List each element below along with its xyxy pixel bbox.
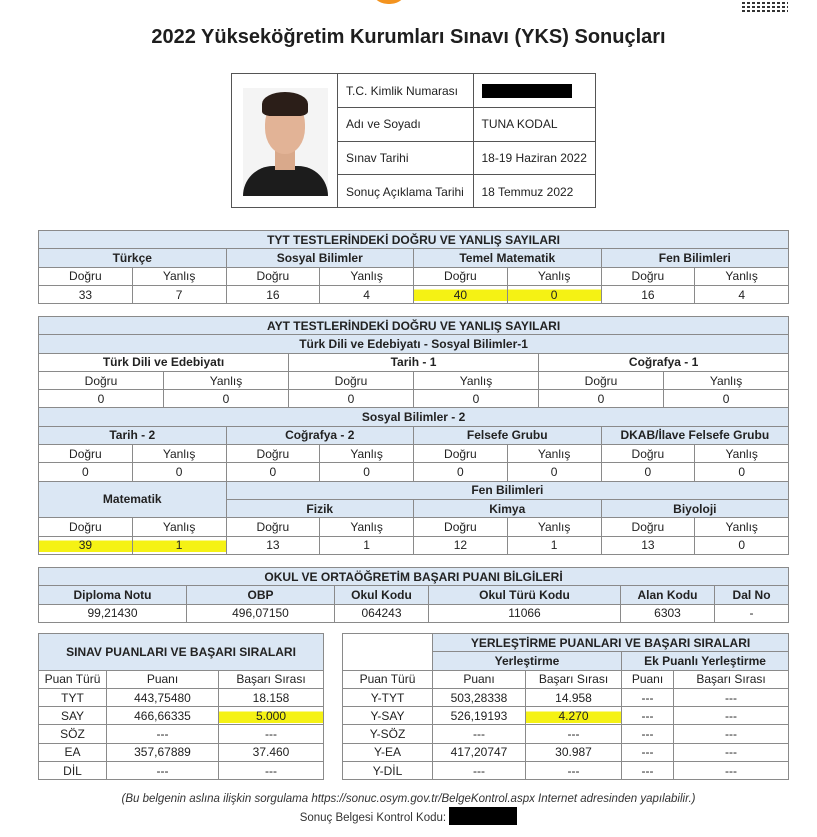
- puan-value: ---: [107, 725, 219, 743]
- puan-turu: DİL: [39, 762, 107, 780]
- tyt-yanlis-value: 4: [320, 285, 414, 303]
- puan-turu: TYT: [39, 688, 107, 706]
- yerlestirme-header: YERLEŞTİRME PUANLARI VE BAŞARI SIRALARI: [433, 634, 789, 652]
- ek-puan: ---: [622, 762, 674, 780]
- obp-header: OKUL VE ORTAÖĞRETİM BAŞARI PUANI BİLGİLERİ: [39, 568, 789, 586]
- ayt-yanlis-value: 0: [164, 390, 289, 408]
- exam-date-value: 18-19 Haziran 2022: [473, 141, 595, 175]
- basari-sirasi: ---: [526, 762, 622, 780]
- result-date-value: 18 Temmuz 2022: [481, 184, 574, 199]
- puan-turu: Y-TYT: [343, 688, 433, 706]
- tyt-subject: Fen Bilimleri: [601, 249, 789, 267]
- ek-sira: ---: [674, 743, 789, 761]
- result-date-label: Sonuç Açıklama Tarihi: [338, 175, 473, 209]
- ayt-yanlis-value: 1: [507, 536, 601, 554]
- tyt-subject: Türkçe: [39, 249, 227, 267]
- basari-sirasi: 30.987: [526, 743, 622, 761]
- ayt-yanlis-value: 1: [132, 536, 226, 554]
- tyt-dogru-value: 16: [226, 285, 320, 303]
- basari-sirasi: 14.958: [526, 688, 622, 706]
- yanlis-label: Yanlış: [164, 371, 289, 389]
- redaction-bar: [482, 84, 572, 98]
- obp-col-header: Dal No: [715, 586, 789, 604]
- osym-logo: [370, 0, 408, 4]
- puan-turu: SAY: [39, 707, 107, 725]
- ayt-subject: Biyoloji: [601, 499, 789, 517]
- qr-code: [742, 0, 788, 12]
- dogru-label: Doğru: [39, 445, 133, 463]
- obp-value: 6303: [621, 604, 715, 622]
- name-value: TUNA KODAL: [473, 108, 595, 142]
- yanlis-label: Yanlış: [132, 445, 226, 463]
- control-code-label: Sonuç Belgesi Kontrol Kodu:: [299, 812, 447, 824]
- dogru-label: Doğru: [601, 267, 695, 285]
- yanlis-label: Yanlış: [320, 445, 414, 463]
- dogru-label: Doğru: [414, 518, 508, 536]
- ayt-group1-header: Türk Dili ve Edebiyatı - Sosyal Bilimler-1: [39, 335, 789, 353]
- yanlis-label: Yanlış: [507, 445, 601, 463]
- ayt-yanlis-value: 0: [664, 390, 789, 408]
- ayt-yanlis-value: 0: [695, 463, 789, 481]
- verification-note: (Bu belgenin aslına ilişkin sorgulama https://sonuc.osym.gov.tr/BelgeKontrol.aspx Internet adresinden yapılabilir.): [121, 793, 696, 805]
- ek-sira: ---: [674, 688, 789, 706]
- yerlestirme-table: [342, 633, 789, 780]
- name-label: Adı ve Soyadı: [338, 108, 473, 142]
- basari-sirasi: ---: [219, 725, 324, 743]
- yanlis-label: Yanlış: [414, 371, 539, 389]
- yanlis-label: Yanlış: [695, 445, 789, 463]
- dogru-label: Doğru: [226, 267, 320, 285]
- identity-panel: [231, 73, 596, 208]
- ayt-subject: Coğrafya - 2: [226, 426, 414, 444]
- yanlis-label: Yanlış: [507, 518, 601, 536]
- control-code-line: [0, 807, 817, 825]
- dogru-label: Doğru: [601, 445, 695, 463]
- yanlis-label: Yanlış: [132, 267, 226, 285]
- yer-col-header: Puan Türü: [343, 670, 433, 688]
- ayt-subject: Coğrafya - 1: [539, 353, 789, 371]
- ayt-dogru-value: 13: [601, 536, 695, 554]
- yanlis-label: Yanlış: [664, 371, 789, 389]
- basari-sirasi: 37.460: [219, 743, 324, 761]
- basari-sirasi: 18.158: [219, 688, 324, 706]
- ek-puan: ---: [622, 743, 674, 761]
- puan-value: ---: [107, 762, 219, 780]
- puan-value: 443,75480: [107, 688, 219, 706]
- ayt-subject: Tarih - 1: [289, 353, 539, 371]
- obp-table: [38, 567, 789, 623]
- yanlis-label: Yanlış: [320, 267, 414, 285]
- empty-cell: [343, 634, 433, 671]
- sinav-col-header: Başarı Sırası: [219, 670, 324, 688]
- obp-col-header: Okul Türü Kodu: [429, 586, 621, 604]
- ayt-table: [38, 316, 789, 555]
- identity-table: [338, 74, 595, 208]
- dogru-label: Doğru: [39, 518, 133, 536]
- puan-value: ---: [433, 725, 526, 743]
- ayt-yanlis-value: 0: [320, 463, 414, 481]
- dogru-label: Doğru: [414, 445, 508, 463]
- sinav-puanlari-table: [38, 633, 324, 780]
- basari-sirasi: 4.270: [526, 707, 622, 725]
- ayt-subject: Fizik: [226, 499, 414, 517]
- ek-puan: ---: [622, 707, 674, 725]
- ek-sira: ---: [674, 707, 789, 725]
- ayt-subject: Tarih - 2: [39, 426, 227, 444]
- yer-col-header: Puanı: [622, 670, 674, 688]
- puan-turu: Y-SÖZ: [343, 725, 433, 743]
- ek-puan: ---: [622, 725, 674, 743]
- ayt-dogru-value: 0: [226, 463, 320, 481]
- ek-sira: ---: [674, 762, 789, 780]
- obp-value: -: [715, 604, 789, 622]
- ayt-yanlis-value: 0: [414, 390, 539, 408]
- ayt-dogru-value: 0: [601, 463, 695, 481]
- dogru-label: Doğru: [226, 518, 320, 536]
- obp-col-header: Diploma Notu: [39, 586, 187, 604]
- yanlis-label: Yanlış: [695, 267, 789, 285]
- ayt-dogru-value: 0: [39, 463, 133, 481]
- yer-col-header: Başarı Sırası: [526, 670, 622, 688]
- ayt-dogru-value: 0: [289, 390, 414, 408]
- tyt-table: [38, 230, 789, 304]
- obp-value: 11066: [429, 604, 621, 622]
- ayt-header: AYT TESTLERİNDEKİ DOĞRU VE YANLIŞ SAYILARI: [39, 317, 789, 335]
- puan-value: 503,28338: [433, 688, 526, 706]
- tyt-header: TYT TESTLERİNDEKİ DOĞRU VE YANLIŞ SAYILARI: [39, 231, 789, 249]
- tyt-dogru-value: 33: [39, 285, 133, 303]
- obp-col-header: OBP: [187, 586, 335, 604]
- ek-puan: ---: [622, 688, 674, 706]
- dogru-label: Doğru: [39, 267, 133, 285]
- ek-puanli-sub: Ek Puanlı Yerleştirme: [622, 652, 789, 670]
- puan-value: 526,19193: [433, 707, 526, 725]
- ayt-dogru-value: 39: [39, 536, 133, 554]
- tyt-dogru-value: 40: [414, 285, 508, 303]
- obp-col-header: Alan Kodu: [621, 586, 715, 604]
- obp-value: 064243: [335, 604, 429, 622]
- ayt-subject: DKAB/İlave Felsefe Grubu: [601, 426, 789, 444]
- ayt-dogru-value: 0: [539, 390, 664, 408]
- ayt-fen-header: Fen Bilimleri: [226, 481, 789, 499]
- yer-col-header: Başarı Sırası: [674, 670, 789, 688]
- sinav-header: SINAV PUANLARI VE BAŞARI SIRALARI: [39, 634, 324, 671]
- page-title: 2022 Yükseköğretim Kurumları Sınavı (YKS) Sonuçları: [151, 26, 666, 48]
- tyt-yanlis-value: 4: [695, 285, 789, 303]
- student-photo: [232, 74, 338, 207]
- ayt-dogru-value: 0: [414, 463, 508, 481]
- yanlis-label: Yanlış: [320, 518, 414, 536]
- puan-turu: SÖZ: [39, 725, 107, 743]
- exam-date-label: Sınav Tarihi: [338, 141, 473, 175]
- yanlis-label: Yanlış: [132, 518, 226, 536]
- puan-value: 466,66335: [107, 707, 219, 725]
- ayt-yanlis-value: 1: [320, 536, 414, 554]
- obp-value: 99,21430: [39, 604, 187, 622]
- yanlis-label: Yanlış: [507, 267, 601, 285]
- dogru-label: Doğru: [39, 371, 164, 389]
- obp-value: 496,07150: [187, 604, 335, 622]
- yer-col-header: Puanı: [433, 670, 526, 688]
- ayt-yanlis-value: 0: [132, 463, 226, 481]
- tc-value: [473, 74, 595, 108]
- yerlestirme-sub: Yerleştirme: [433, 652, 622, 670]
- dogru-label: Doğru: [601, 518, 695, 536]
- puan-value: ---: [433, 762, 526, 780]
- puan-turu: Y-EA: [343, 743, 433, 761]
- ayt-subject-matematik: Matematik: [39, 481, 227, 518]
- ayt-dogru-value: 12: [414, 536, 508, 554]
- ayt-subject: Kimya: [414, 499, 602, 517]
- ayt-group2-header: Sosyal Bilimler - 2: [39, 408, 789, 426]
- tyt-subject: Temel Matematik: [414, 249, 602, 267]
- ayt-subject: Felsefe Grubu: [414, 426, 602, 444]
- puan-turu: Y-DİL: [343, 762, 433, 780]
- puan-turu: Y-SAY: [343, 707, 433, 725]
- dogru-label: Doğru: [289, 371, 414, 389]
- ayt-dogru-value: 13: [226, 536, 320, 554]
- dogru-label: Doğru: [414, 267, 508, 285]
- puan-value: 357,67889: [107, 743, 219, 761]
- basari-sirasi: 5.000: [219, 707, 324, 725]
- dogru-label: Doğru: [226, 445, 320, 463]
- tyt-yanlis-value: 7: [132, 285, 226, 303]
- tyt-yanlis-value: 0: [507, 285, 601, 303]
- sinav-col-header: Puan Türü: [39, 670, 107, 688]
- ek-sira: ---: [674, 725, 789, 743]
- puan-value: 417,20747: [433, 743, 526, 761]
- tc-label: T.C. Kimlik Numarası: [338, 74, 473, 108]
- yanlis-label: Yanlış: [695, 518, 789, 536]
- sinav-col-header: Puanı: [107, 670, 219, 688]
- ayt-yanlis-value: 0: [695, 536, 789, 554]
- redaction-bar: [449, 807, 517, 825]
- basari-sirasi: ---: [526, 725, 622, 743]
- puan-turu: EA: [39, 743, 107, 761]
- dogru-label: Doğru: [539, 371, 664, 389]
- ayt-yanlis-value: 0: [507, 463, 601, 481]
- tyt-dogru-value: 16: [601, 285, 695, 303]
- basari-sirasi: ---: [219, 762, 324, 780]
- obp-col-header: Okul Kodu: [335, 586, 429, 604]
- ayt-subject: Türk Dili ve Edebiyatı: [39, 353, 289, 371]
- ayt-dogru-value: 0: [39, 390, 164, 408]
- tyt-subject: Sosyal Bilimler: [226, 249, 414, 267]
